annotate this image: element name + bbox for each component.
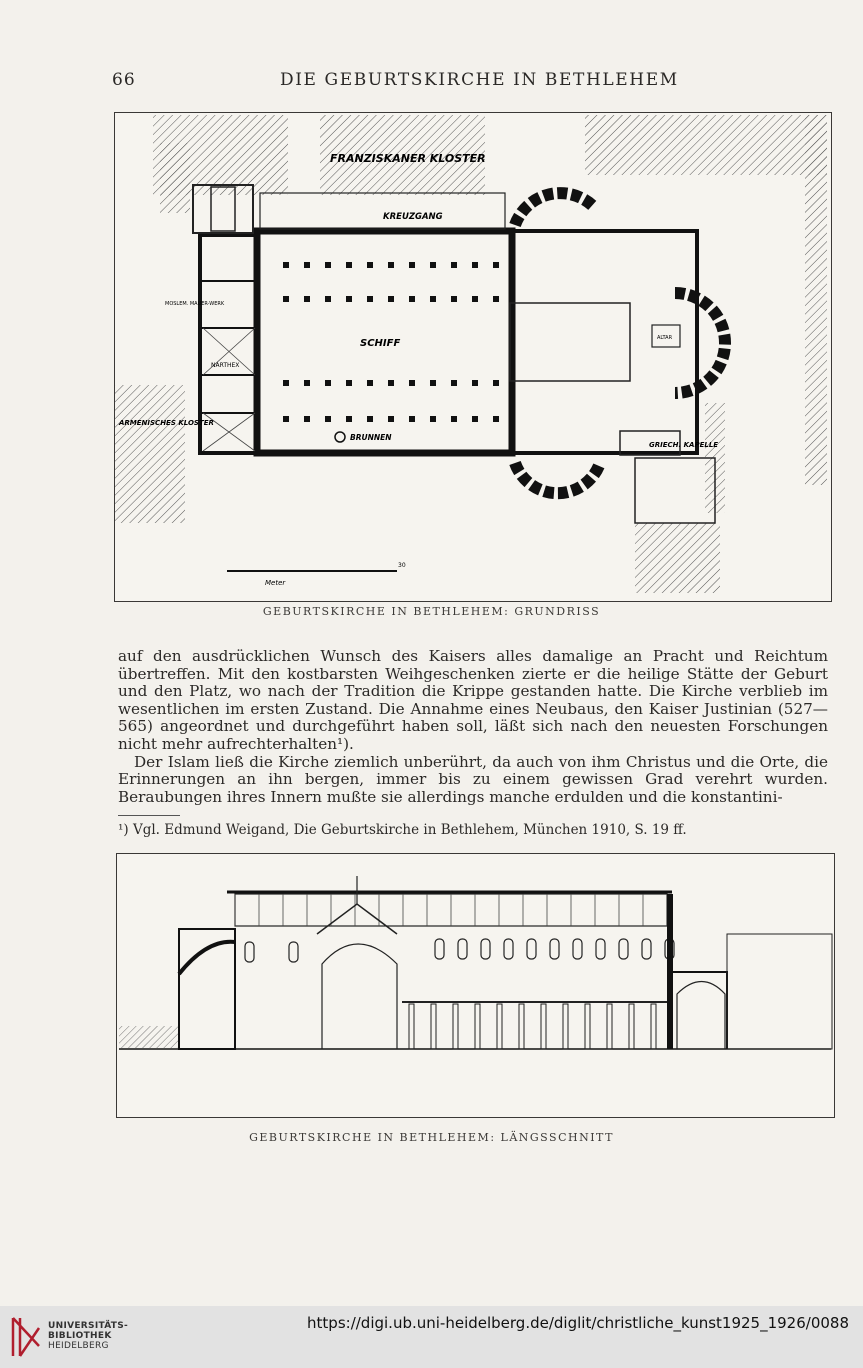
column-marker: [346, 416, 352, 422]
section-drawing: [117, 854, 834, 1117]
window: [527, 939, 536, 959]
paragraph: auf den ausdrücklichen Wunsch des Kaisers alles damalige an Pracht und Reichtum übertreffen. Mit den kostbarsten Weihgeschenken zierte er die heilige Stätte der Geburt und den Platz, wo nach der Tradition die Krippe gestanden hatte. Die Kirche verblieb im wesentlichen im ersten Zustand. Die Annahme eines Neubaus, den Kaiser Justinian (527—565) angeordnet und durchgeführt haben soll, läßt sich nach den neuesten Forschungen nicht mehr aufrechterhalten¹).: [118, 647, 828, 753]
hatched-area: [585, 115, 827, 175]
column-marker: [304, 296, 310, 302]
label-schiff: SCHIFF: [360, 338, 401, 349]
column-marker: [472, 416, 478, 422]
logo-line: HEIDELBERG: [48, 1341, 109, 1351]
hatched-area: [635, 523, 720, 593]
well-symbol: [335, 432, 345, 442]
page-header: [0, 70, 863, 94]
column-marker: [304, 380, 310, 386]
scale-end: 30: [398, 562, 406, 569]
column-marker: [388, 296, 394, 302]
figure2-caption: GEBURTSKIRCHE IN BETHLEHEM: LÄNGSSCHNITT: [249, 1131, 614, 1144]
column-marker: [430, 416, 436, 422]
label-armenisches: ARMENISCHES KLOSTER: [119, 419, 214, 427]
floor-plan-figure: [114, 112, 832, 602]
column-marker: [367, 296, 373, 302]
library-logo-text: [48, 1321, 128, 1351]
east-wall: [667, 894, 673, 1049]
floor-plan-drawing: [115, 113, 831, 601]
window: [245, 942, 254, 962]
figure1-caption: GEBURTSKIRCHE IN BETHLEHEM: GRUNDRISS: [262, 605, 601, 618]
footnote: ¹) Vgl. Edmund Weigand, Die Geburtskirche in Bethlehem, München 1910, S. 19 ff.: [118, 822, 687, 838]
window: [458, 939, 467, 959]
column-marker: [493, 296, 499, 302]
ground-hatch: [119, 1026, 179, 1048]
column: [585, 1004, 590, 1049]
column-marker: [325, 296, 331, 302]
window: [435, 939, 444, 959]
column-marker: [451, 416, 457, 422]
scale-unit: Meter: [265, 579, 286, 587]
hatched-area: [115, 385, 185, 523]
label-brunnen: BRUNNEN: [350, 433, 392, 442]
window: [550, 939, 559, 959]
column: [629, 1004, 634, 1049]
section-figure: [116, 853, 835, 1118]
column-marker: [367, 262, 373, 268]
column-marker: [325, 416, 331, 422]
column-marker: [367, 380, 373, 386]
east-annex: [673, 972, 727, 1049]
gable: [317, 904, 397, 934]
label-griech: GRIECH. KAPELLE: [649, 441, 719, 449]
choir: [510, 303, 630, 381]
south-apse: [515, 463, 600, 493]
column-marker: [325, 380, 331, 386]
source-url[interactable]: https://digi.ub.uni-heidelberg.de/diglit/christliche_kunst1925_1926/0088: [307, 1314, 849, 1332]
column-marker: [493, 416, 499, 422]
east-apse: [675, 293, 725, 393]
column-marker: [472, 296, 478, 302]
roof-trusses: [235, 894, 667, 926]
label-franziskaner: FRANZISKANER KLOSTER: [330, 152, 486, 165]
logo-line: UNIVERSITÄTS-: [48, 1321, 129, 1331]
window: [573, 939, 582, 959]
west-vault: [179, 942, 235, 974]
column-marker: [472, 380, 478, 386]
column-marker: [388, 416, 394, 422]
body-text: [118, 648, 828, 806]
east-arch: [677, 982, 725, 1050]
chapel-annex: [635, 458, 715, 523]
column-marker: [472, 262, 478, 268]
column-marker: [304, 262, 310, 268]
section-columns: [409, 1004, 656, 1049]
column-marker: [388, 262, 394, 268]
column-marker: [451, 262, 457, 268]
column: [651, 1004, 656, 1049]
window: [619, 939, 628, 959]
page-number: 66: [112, 70, 136, 90]
column-marker: [283, 416, 289, 422]
label-kreuzgang: KREUZGANG: [383, 212, 443, 222]
column-marker: [283, 296, 289, 302]
column-marker: [409, 416, 415, 422]
column-marker: [346, 296, 352, 302]
column-marker: [409, 380, 415, 386]
column: [453, 1004, 458, 1049]
column-marker: [367, 416, 373, 422]
column-marker: [409, 262, 415, 268]
label-narthex: NARTHEX: [211, 362, 240, 369]
central-arch: [322, 944, 397, 1049]
column-marker: [451, 380, 457, 386]
window: [596, 939, 605, 959]
column: [541, 1004, 546, 1049]
window: [504, 939, 513, 959]
column-marker: [409, 296, 415, 302]
hatched-area: [160, 143, 190, 213]
footnote-rule: [118, 815, 180, 816]
label-altar: ALTAR: [657, 335, 673, 341]
logo-line: BIBLIOTHEK: [48, 1331, 112, 1341]
column-marker: [493, 380, 499, 386]
column-marker: [388, 380, 394, 386]
library-logo-icon: [10, 1316, 42, 1358]
column-marker: [283, 262, 289, 268]
window: [289, 942, 298, 962]
hatched-area: [805, 115, 827, 485]
adjacent-building: [727, 934, 832, 1049]
column-marker: [430, 380, 436, 386]
label-moslem: MOSLEM. MAUER-WERK: [165, 301, 225, 307]
north-apse: [515, 193, 595, 225]
column: [563, 1004, 568, 1049]
paragraph: Der Islam ließ die Kirche ziemlich unberührt, da auch von ihm Christus und die Orte, die Erinnerungen an ihn bergen, immer bis zu einem gewissen Grad verehrt wurden. Beraubungen ihres Innern mußte sie allerdings manche erdulden und die konstantini-: [118, 752, 828, 806]
transept-wall: [512, 231, 697, 453]
library-footer: [0, 1306, 863, 1368]
column-marker: [430, 262, 436, 268]
column: [519, 1004, 524, 1049]
column: [475, 1004, 480, 1049]
column-marker: [283, 380, 289, 386]
column-marker: [346, 380, 352, 386]
column: [607, 1004, 612, 1049]
column-marker: [304, 416, 310, 422]
column-marker: [493, 262, 499, 268]
column-marker: [346, 262, 352, 268]
cloister: [260, 193, 505, 229]
column: [497, 1004, 502, 1049]
column-marker: [430, 296, 436, 302]
column: [409, 1004, 414, 1049]
window: [642, 939, 651, 959]
running-title: DIE GEBURTSKIRCHE IN BETHLEHEM: [280, 70, 679, 90]
clerestory-windows: [245, 939, 674, 962]
window: [481, 939, 490, 959]
column: [431, 1004, 436, 1049]
column-marker: [451, 296, 457, 302]
column-marker: [325, 262, 331, 268]
